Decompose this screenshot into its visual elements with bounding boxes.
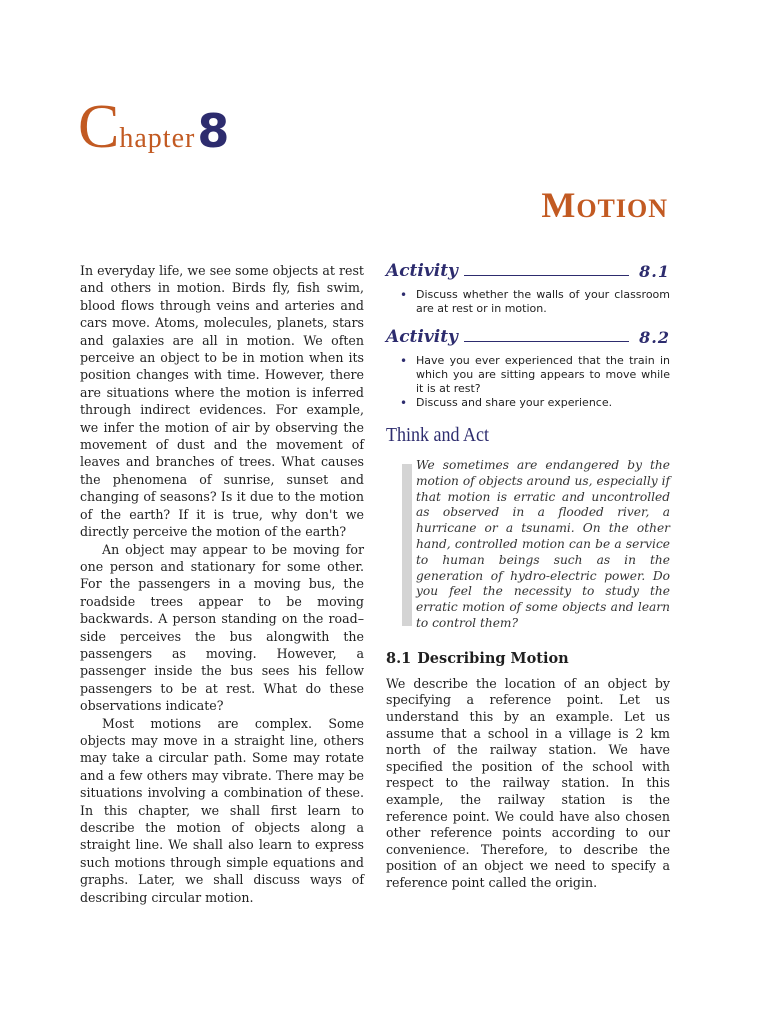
intro-column [80, 262, 364, 906]
section-text: We describe the location of an object by specifying a reference point. Let us understand this by an example. Let us assume that a school in a village is 2 km north of the railway station. We have specified the position of the school with respect to the railway station. In this example, the railway station is the reference point. We could have also chosen other reference points according to our convenience. Therefore, to describe the position of an object we need to specify a reference point called the origin. [386, 675, 670, 890]
activity-number: 8.1 [639, 261, 670, 281]
section-heading [386, 650, 670, 672]
right-column [386, 258, 670, 891]
section-title: Describing Motion [417, 649, 569, 667]
title-initial: M [541, 185, 577, 225]
title-rest: OTION [576, 194, 668, 223]
think-and-act-bar [402, 464, 412, 626]
intro-paragraph-2: An object may appear to be moving for one person and stationary for some other. For the passengers in a moving bus, the roadside trees appear to be moving backwards. A person standing on the road–side perceives the bus alongwith the passengers as moving. However, a passenger inside the bus sees his fellow passengers to be at rest. What do these observations indicate? [80, 541, 364, 714]
activity-item: • Discuss and share your experience. [386, 396, 670, 410]
think-and-act-text: We sometimes are endangered by the motion of objects around us, especially if that motion is erratic and uncontrolled as observed in a flooded river, a hurricane or a tsunami. On the other hand, controlled motion can be a service to human beings such as in the generation of hydro-electric power. Do you feel the necessity to study the erratic motion of some objects and learn to control them? [416, 458, 670, 630]
activity-list-2 [386, 354, 670, 410]
activity-item: • Have you ever experienced that the train in which you are sitting appears to move while it is at rest? [386, 354, 670, 396]
activity-number: 8.2 [639, 327, 670, 347]
chapter-word: hapter [119, 123, 196, 154]
think-and-act-heading: Think and Act [386, 424, 489, 446]
activity-item: • Discuss whether the walls of your classroom are at rest or in motion. [386, 288, 670, 316]
chapter-initial: C [78, 93, 120, 161]
activity-list-1 [386, 288, 670, 316]
activity-label: Activity [386, 327, 458, 347]
chapter-number: 8 [197, 104, 230, 158]
activity-rule [464, 341, 629, 342]
chapter-heading [78, 93, 230, 161]
activity-rule [464, 275, 629, 276]
intro-paragraph-3: Most motions are complex. Some objects may move in a straight line, others may take a circular path. Some may rotate and a few others may vibrate. There may be situations involving a combination of these. In this chapter, we shall first learn to describe the motion of objects along a straight line. We shall also learn to express such motions through simple equations and graphs. Later, we shall discuss ways of describing circular motion. [80, 715, 364, 905]
section-number: 8.1 [386, 649, 412, 667]
activity-label: Activity [386, 261, 458, 281]
activity-heading-1 [386, 258, 670, 284]
activity-heading-2 [386, 324, 670, 350]
intro-paragraph-1: In everyday life, we see some objects at rest and others in motion. Birds fly, fish swim, blood flows through veins and arteries and cars move. Atoms, molecules, planets, stars and galaxies are all in motion. We often perceive an object to be in motion when its position changes with time. However, there are situations where the motion is inferred through indirect evidences. For example, we infer the motion of air by observing the movement of dust and the movement of leaves and branches of trees. What causes the phenomena of sunrise, sunset and changing of seasons? Is it due to the motion of the earth? If it is true, why don't we directly perceive the motion of the earth? [80, 263, 364, 540]
page-title [541, 184, 668, 226]
think-and-act-box [386, 458, 670, 632]
